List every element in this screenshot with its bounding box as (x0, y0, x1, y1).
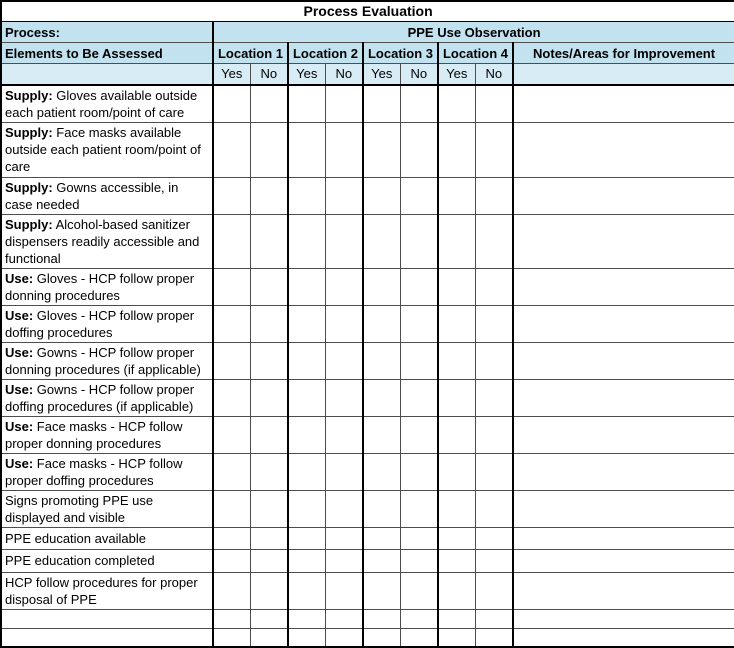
table-row (1, 342, 734, 379)
location-1-no-header: No (250, 64, 288, 85)
notes-cell[interactable] (513, 572, 734, 609)
notes-cell[interactable] (513, 628, 734, 647)
obs-cell[interactable] (438, 379, 475, 416)
table-row (1, 549, 734, 572)
notes-cell[interactable] (513, 177, 734, 214)
obs-cell[interactable] (400, 342, 438, 379)
notes-cell[interactable] (513, 416, 734, 453)
obs-cell[interactable] (325, 416, 363, 453)
elements-header: Elements to Be Assessed (1, 43, 213, 64)
obs-cell[interactable] (213, 527, 250, 549)
obs-cell[interactable] (213, 379, 250, 416)
table-row (1, 609, 734, 628)
obs-cell[interactable] (288, 379, 325, 416)
obs-cell[interactable] (250, 214, 288, 268)
notes-cell[interactable] (513, 379, 734, 416)
obs-cell[interactable] (288, 609, 325, 628)
obs-cell[interactable] (213, 122, 250, 177)
obs-cell[interactable] (213, 177, 250, 214)
obs-cell[interactable] (213, 214, 250, 268)
obs-cell[interactable] (475, 379, 513, 416)
obs-cell[interactable] (213, 85, 250, 123)
obs-cell[interactable] (288, 549, 325, 572)
notes-cell[interactable] (513, 305, 734, 342)
obs-cell[interactable] (250, 609, 288, 628)
obs-cell[interactable] (475, 122, 513, 177)
obs-cell[interactable] (250, 490, 288, 527)
obs-cell[interactable] (250, 268, 288, 305)
location-1-header: Location 1 (213, 43, 288, 64)
obs-cell[interactable] (288, 85, 325, 123)
table-row (1, 379, 734, 416)
row-label: PPE education available (1, 527, 213, 549)
observation-header: PPE Use Observation (213, 22, 734, 43)
obs-cell[interactable] (213, 609, 250, 628)
location-2-no-header: No (325, 64, 363, 85)
obs-cell[interactable] (475, 572, 513, 609)
obs-cell[interactable] (363, 527, 400, 549)
obs-cell[interactable] (438, 416, 475, 453)
obs-cell[interactable] (363, 549, 400, 572)
obs-cell[interactable] (400, 416, 438, 453)
obs-cell[interactable] (250, 416, 288, 453)
obs-cell[interactable] (475, 214, 513, 268)
obs-cell[interactable] (288, 572, 325, 609)
obs-cell[interactable] (438, 122, 475, 177)
obs-cell[interactable] (438, 214, 475, 268)
obs-cell[interactable] (213, 628, 250, 647)
obs-cell[interactable] (400, 379, 438, 416)
obs-cell[interactable] (400, 85, 438, 123)
location-3-header: Location 3 (363, 43, 438, 64)
obs-cell[interactable] (475, 628, 513, 647)
obs-cell[interactable] (363, 572, 400, 609)
obs-cell[interactable] (250, 453, 288, 490)
obs-cell[interactable] (213, 416, 250, 453)
obs-cell[interactable] (438, 609, 475, 628)
obs-cell[interactable] (250, 549, 288, 572)
obs-cell[interactable] (213, 490, 250, 527)
table-row (1, 305, 734, 342)
obs-cell[interactable] (475, 177, 513, 214)
obs-cell[interactable] (363, 85, 400, 123)
obs-cell[interactable] (475, 268, 513, 305)
obs-cell[interactable] (288, 628, 325, 647)
obs-cell[interactable] (288, 453, 325, 490)
location-4-no-header: No (475, 64, 513, 85)
obs-cell[interactable] (250, 379, 288, 416)
row-label: Use: Gloves - HCP follow proper doffing procedures (1, 305, 213, 342)
notes-cell[interactable] (513, 549, 734, 572)
obs-cell[interactable] (288, 527, 325, 549)
obs-cell[interactable] (325, 379, 363, 416)
row-label: Use: Face masks - HCP follow proper donning procedures (1, 416, 213, 453)
obs-cell[interactable] (325, 628, 363, 647)
row-label: Use: Gowns - HCP follow proper donning procedures (if applicable) (1, 342, 213, 379)
obs-cell[interactable] (400, 490, 438, 527)
obs-cell[interactable] (475, 342, 513, 379)
obs-cell[interactable] (400, 549, 438, 572)
obs-cell[interactable] (438, 572, 475, 609)
row-label: Supply: Face masks available outside each patient room/point of care (1, 122, 213, 177)
notes-cell[interactable] (513, 453, 734, 490)
notes-cell[interactable] (513, 85, 734, 123)
obs-cell[interactable] (288, 416, 325, 453)
table-row (1, 527, 734, 549)
location-4-header: Location 4 (438, 43, 513, 64)
obs-cell[interactable] (250, 628, 288, 647)
obs-cell[interactable] (325, 122, 363, 177)
row-label: Use: Gowns - HCP follow proper doffing procedures (if applicable) (1, 379, 213, 416)
obs-cell[interactable] (400, 122, 438, 177)
obs-cell[interactable] (438, 527, 475, 549)
obs-cell[interactable] (363, 268, 400, 305)
obs-cell[interactable] (475, 305, 513, 342)
location-3-yes-header: Yes (363, 64, 400, 85)
obs-cell[interactable] (400, 177, 438, 214)
table-row (1, 453, 734, 490)
table-row (1, 214, 734, 268)
row-label: Supply: Gowns accessible, in case needed (1, 177, 213, 214)
obs-cell[interactable] (325, 572, 363, 609)
table-row (1, 85, 734, 123)
obs-cell[interactable] (400, 214, 438, 268)
obs-cell[interactable] (363, 122, 400, 177)
notes-cell[interactable] (513, 609, 734, 628)
table-row (1, 572, 734, 609)
page-title: Process Evaluation (1, 1, 734, 22)
obs-cell[interactable] (438, 490, 475, 527)
obs-cell[interactable] (363, 342, 400, 379)
location-1-yes-header: Yes (213, 64, 250, 85)
row-label: PPE education completed (1, 549, 213, 572)
row-label (1, 609, 213, 628)
row-label: Signs promoting PPE use displayed and visible (1, 490, 213, 527)
obs-cell[interactable] (363, 609, 400, 628)
obs-cell[interactable] (325, 549, 363, 572)
obs-cell[interactable] (475, 609, 513, 628)
obs-cell[interactable] (475, 549, 513, 572)
obs-cell[interactable] (325, 305, 363, 342)
obs-cell[interactable] (250, 177, 288, 214)
obs-cell[interactable] (325, 85, 363, 123)
obs-cell[interactable] (288, 268, 325, 305)
obs-cell[interactable] (288, 490, 325, 527)
obs-cell[interactable] (363, 490, 400, 527)
notes-cell[interactable] (513, 268, 734, 305)
notes-cell[interactable] (513, 490, 734, 527)
notes-cell[interactable] (513, 342, 734, 379)
obs-cell[interactable] (475, 490, 513, 527)
obs-cell[interactable] (213, 549, 250, 572)
obs-cell[interactable] (438, 85, 475, 123)
obs-cell[interactable] (438, 177, 475, 214)
notes-cell[interactable] (513, 122, 734, 177)
obs-cell[interactable] (363, 628, 400, 647)
obs-cell[interactable] (325, 609, 363, 628)
obs-cell[interactable] (475, 453, 513, 490)
obs-cell[interactable] (250, 572, 288, 609)
obs-cell[interactable] (438, 305, 475, 342)
table-row (1, 416, 734, 453)
obs-cell[interactable] (213, 305, 250, 342)
obs-cell[interactable] (400, 305, 438, 342)
location-2-yes-header: Yes (288, 64, 325, 85)
location-2-header: Location 2 (288, 43, 363, 64)
obs-cell[interactable] (325, 177, 363, 214)
obs-cell[interactable] (400, 628, 438, 647)
table-row (1, 177, 734, 214)
obs-cell[interactable] (288, 342, 325, 379)
blank-corner-cell (1, 64, 213, 85)
process-label-cell[interactable]: Process: (1, 22, 213, 43)
obs-cell[interactable] (213, 572, 250, 609)
row-label: Use: Face masks - HCP follow proper doffing procedures (1, 453, 213, 490)
obs-cell[interactable] (325, 527, 363, 549)
obs-cell[interactable] (438, 628, 475, 647)
obs-cell[interactable] (438, 549, 475, 572)
obs-cell[interactable] (438, 453, 475, 490)
table-row (1, 122, 734, 177)
obs-cell[interactable] (213, 342, 250, 379)
obs-cell[interactable] (400, 572, 438, 609)
obs-cell[interactable] (400, 527, 438, 549)
obs-cell[interactable] (363, 177, 400, 214)
location-3-no-header: No (400, 64, 438, 85)
obs-cell[interactable] (363, 416, 400, 453)
obs-cell[interactable] (363, 214, 400, 268)
location-4-yes-header: Yes (438, 64, 475, 85)
obs-cell[interactable] (363, 453, 400, 490)
row-label: Supply: Alcohol-based sanitizer dispensers readily accessible and functional (1, 214, 213, 268)
row-label (1, 628, 213, 647)
obs-cell[interactable] (250, 527, 288, 549)
obs-cell[interactable] (325, 490, 363, 527)
obs-cell[interactable] (400, 453, 438, 490)
table-row (1, 490, 734, 527)
notes-cell[interactable] (513, 214, 734, 268)
obs-cell[interactable] (475, 527, 513, 549)
obs-cell[interactable] (325, 214, 363, 268)
obs-cell[interactable] (438, 268, 475, 305)
obs-cell[interactable] (475, 85, 513, 123)
obs-cell[interactable] (438, 342, 475, 379)
obs-cell[interactable] (363, 305, 400, 342)
obs-cell[interactable] (288, 214, 325, 268)
obs-cell[interactable] (325, 453, 363, 490)
notes-cell[interactable] (513, 527, 734, 549)
obs-cell[interactable] (250, 342, 288, 379)
obs-cell[interactable] (400, 609, 438, 628)
obs-cell[interactable] (288, 177, 325, 214)
row-label: Use: Gloves - HCP follow proper donning procedures (1, 268, 213, 305)
notes-subheader-blank (513, 64, 734, 85)
notes-header: Notes/Areas for Improvement (513, 43, 734, 64)
obs-cell[interactable] (475, 416, 513, 453)
obs-cell[interactable] (288, 305, 325, 342)
obs-cell[interactable] (250, 122, 288, 177)
table-row (1, 268, 734, 305)
obs-cell[interactable] (250, 305, 288, 342)
table-row (1, 628, 734, 647)
obs-cell[interactable] (213, 268, 250, 305)
row-label: HCP follow procedures for proper disposal of PPE (1, 572, 213, 609)
obs-cell[interactable] (213, 453, 250, 490)
obs-cell[interactable] (250, 85, 288, 123)
obs-cell[interactable] (288, 122, 325, 177)
obs-cell[interactable] (363, 379, 400, 416)
row-label: Supply: Gloves available outside each patient room/point of care (1, 85, 213, 123)
obs-cell[interactable] (325, 268, 363, 305)
obs-cell[interactable] (325, 342, 363, 379)
obs-cell[interactable] (400, 268, 438, 305)
